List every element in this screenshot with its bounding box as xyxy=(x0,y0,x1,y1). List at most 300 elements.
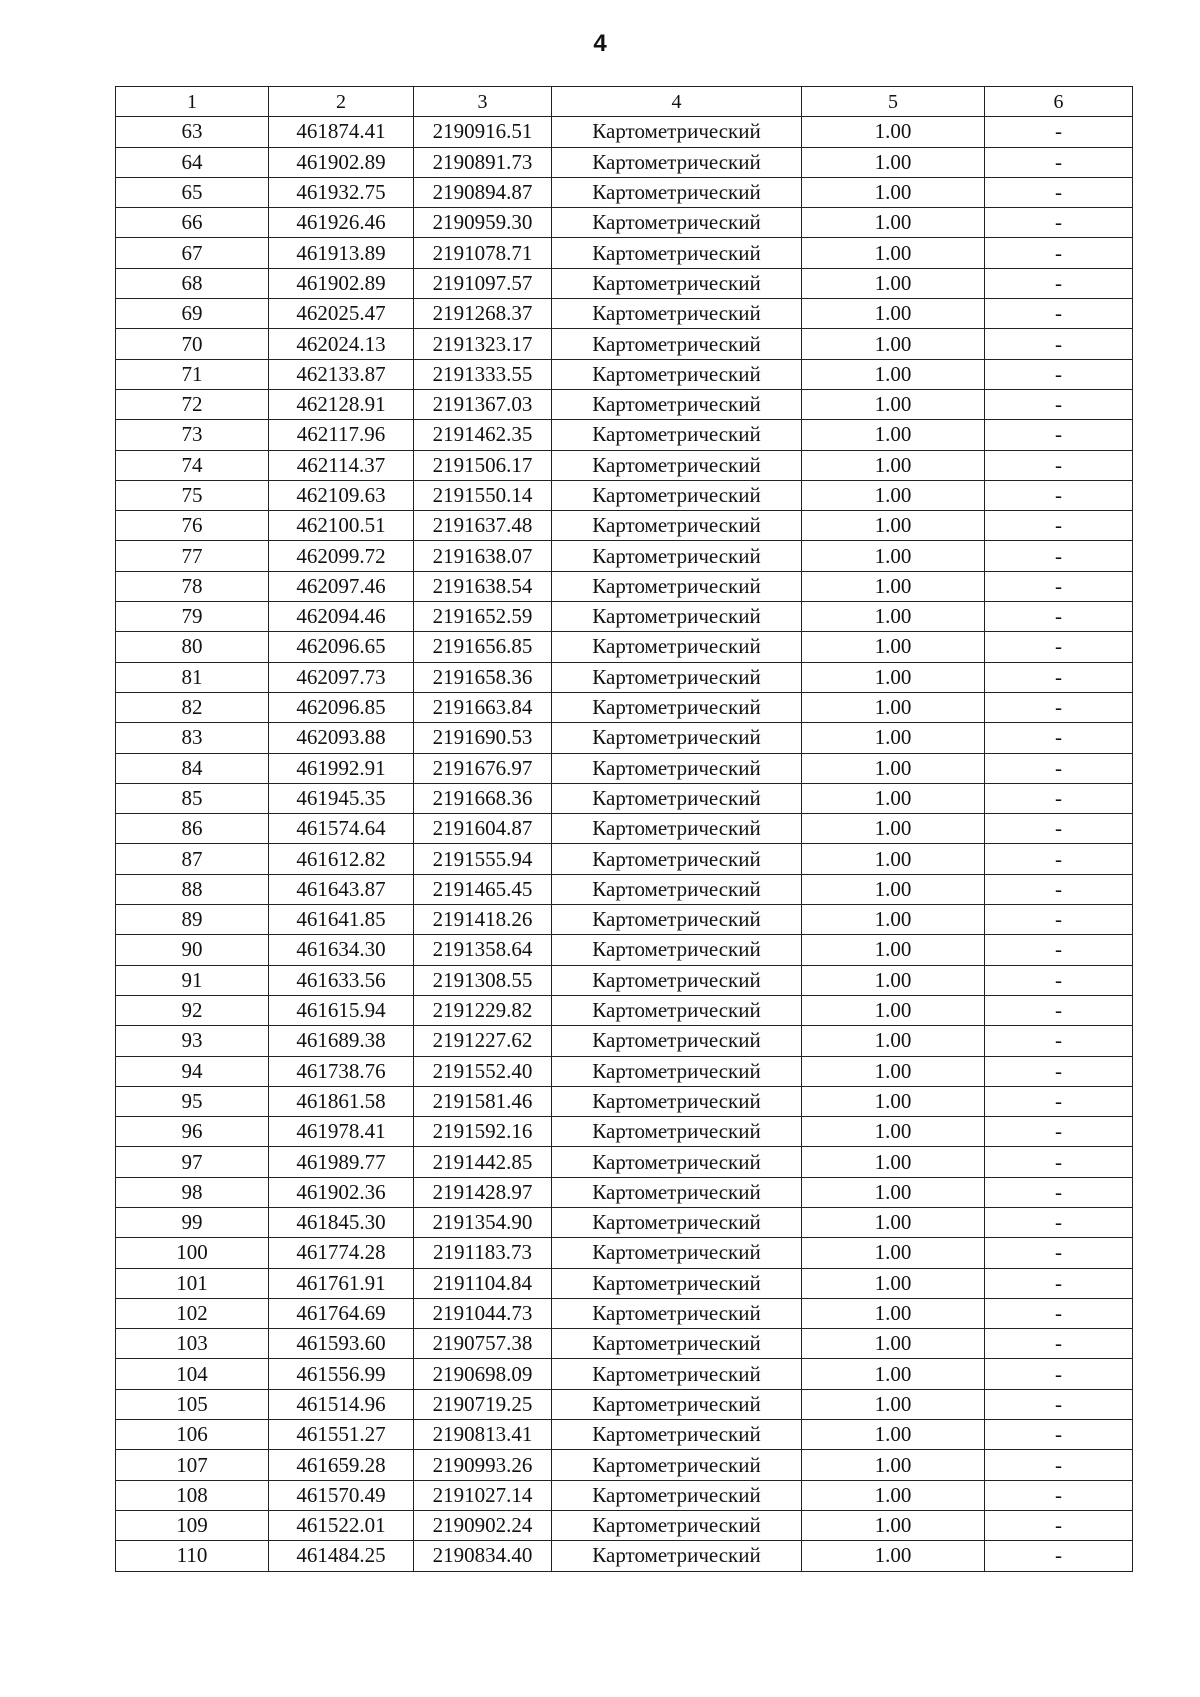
point-number-cell: 79 xyxy=(116,602,269,632)
point-number-cell: 104 xyxy=(116,1359,269,1389)
y-coordinate-cell: 2191354.90 xyxy=(414,1207,552,1237)
x-coordinate-cell: 462093.88 xyxy=(269,723,414,753)
x-coordinate-cell: 461738.76 xyxy=(269,1056,414,1086)
table-row xyxy=(116,814,1133,844)
method-cell: Картометрический xyxy=(552,1420,802,1450)
description-cell: - xyxy=(985,783,1133,813)
accuracy-cell: 1.00 xyxy=(802,1147,985,1177)
accuracy-cell: 1.00 xyxy=(802,844,985,874)
method-cell: Картометрический xyxy=(552,571,802,601)
accuracy-cell: 1.00 xyxy=(802,420,985,450)
description-cell: - xyxy=(985,965,1133,995)
method-cell: Картометрический xyxy=(552,662,802,692)
accuracy-cell: 1.00 xyxy=(802,1086,985,1116)
accuracy-cell: 1.00 xyxy=(802,238,985,268)
method-cell: Картометрический xyxy=(552,208,802,238)
y-coordinate-cell: 2191323.17 xyxy=(414,329,552,359)
table-row xyxy=(116,117,1133,147)
point-number-cell: 73 xyxy=(116,420,269,450)
accuracy-cell: 1.00 xyxy=(802,632,985,662)
accuracy-cell: 1.00 xyxy=(802,1238,985,1268)
point-number-cell: 90 xyxy=(116,935,269,965)
x-coordinate-cell: 461551.27 xyxy=(269,1420,414,1450)
x-coordinate-cell: 461514.96 xyxy=(269,1389,414,1419)
table-row xyxy=(116,783,1133,813)
accuracy-cell: 1.00 xyxy=(802,1359,985,1389)
description-cell: - xyxy=(985,1329,1133,1359)
method-cell: Картометрический xyxy=(552,1026,802,1056)
description-cell: - xyxy=(985,874,1133,904)
y-coordinate-cell: 2191104.84 xyxy=(414,1268,552,1298)
x-coordinate-cell: 461593.60 xyxy=(269,1329,414,1359)
accuracy-cell: 1.00 xyxy=(802,1420,985,1450)
point-number-cell: 101 xyxy=(116,1268,269,1298)
method-cell: Картометрический xyxy=(552,329,802,359)
x-coordinate-cell: 461902.89 xyxy=(269,147,414,177)
point-number-cell: 97 xyxy=(116,1147,269,1177)
x-coordinate-cell: 461926.46 xyxy=(269,208,414,238)
method-cell: Картометрический xyxy=(552,420,802,450)
description-cell: - xyxy=(985,117,1133,147)
description-cell: - xyxy=(985,299,1133,329)
x-coordinate-cell: 461634.30 xyxy=(269,935,414,965)
table-row xyxy=(116,602,1133,632)
description-cell: - xyxy=(985,1541,1133,1571)
x-coordinate-cell: 461989.77 xyxy=(269,1147,414,1177)
y-coordinate-cell: 2191428.97 xyxy=(414,1177,552,1207)
accuracy-cell: 1.00 xyxy=(802,208,985,238)
point-number-cell: 76 xyxy=(116,511,269,541)
method-cell: Картометрический xyxy=(552,1056,802,1086)
accuracy-cell: 1.00 xyxy=(802,602,985,632)
method-cell: Картометрический xyxy=(552,1329,802,1359)
method-cell: Картометрический xyxy=(552,844,802,874)
x-coordinate-cell: 462096.65 xyxy=(269,632,414,662)
point-number-cell: 63 xyxy=(116,117,269,147)
y-coordinate-cell: 2191637.48 xyxy=(414,511,552,541)
x-coordinate-cell: 462109.63 xyxy=(269,480,414,510)
accuracy-cell: 1.00 xyxy=(802,783,985,813)
accuracy-cell: 1.00 xyxy=(802,814,985,844)
accuracy-cell: 1.00 xyxy=(802,177,985,207)
x-coordinate-cell: 462096.85 xyxy=(269,692,414,722)
x-coordinate-cell: 461861.58 xyxy=(269,1086,414,1116)
y-coordinate-cell: 2191229.82 xyxy=(414,995,552,1025)
description-cell: - xyxy=(985,814,1133,844)
table-row xyxy=(116,1359,1133,1389)
x-coordinate-cell: 461913.89 xyxy=(269,238,414,268)
x-coordinate-cell: 461978.41 xyxy=(269,1117,414,1147)
y-coordinate-cell: 2191638.54 xyxy=(414,571,552,601)
method-cell: Картометрический xyxy=(552,1117,802,1147)
accuracy-cell: 1.00 xyxy=(802,329,985,359)
y-coordinate-cell: 2191418.26 xyxy=(414,905,552,935)
y-coordinate-cell: 2191183.73 xyxy=(414,1238,552,1268)
point-number-cell: 106 xyxy=(116,1420,269,1450)
y-coordinate-cell: 2191465.45 xyxy=(414,874,552,904)
y-coordinate-cell: 2191044.73 xyxy=(414,1298,552,1328)
method-cell: Картометрический xyxy=(552,935,802,965)
description-cell: - xyxy=(985,1450,1133,1480)
description-cell: - xyxy=(985,844,1133,874)
table-row xyxy=(116,208,1133,238)
description-cell: - xyxy=(985,1359,1133,1389)
x-coordinate-cell: 462097.73 xyxy=(269,662,414,692)
y-coordinate-cell: 2191668.36 xyxy=(414,783,552,813)
table-row xyxy=(116,1541,1133,1571)
method-cell: Картометрический xyxy=(552,268,802,298)
page-number: 4 xyxy=(593,30,607,57)
accuracy-cell: 1.00 xyxy=(802,117,985,147)
method-cell: Картометрический xyxy=(552,965,802,995)
method-cell: Картометрический xyxy=(552,874,802,904)
method-cell: Картометрический xyxy=(552,1268,802,1298)
method-cell: Картометрический xyxy=(552,1177,802,1207)
x-coordinate-cell: 461643.87 xyxy=(269,874,414,904)
point-number-cell: 67 xyxy=(116,238,269,268)
point-number-cell: 64 xyxy=(116,147,269,177)
method-cell: Картометрический xyxy=(552,905,802,935)
y-coordinate-cell: 2191227.62 xyxy=(414,1026,552,1056)
y-coordinate-cell: 2190959.30 xyxy=(414,208,552,238)
description-cell: - xyxy=(985,420,1133,450)
method-cell: Картометрический xyxy=(552,117,802,147)
x-coordinate-cell: 461932.75 xyxy=(269,177,414,207)
y-coordinate-cell: 2190891.73 xyxy=(414,147,552,177)
accuracy-cell: 1.00 xyxy=(802,723,985,753)
point-number-cell: 103 xyxy=(116,1329,269,1359)
table-row xyxy=(116,753,1133,783)
x-coordinate-cell: 461522.01 xyxy=(269,1510,414,1540)
x-coordinate-cell: 461874.41 xyxy=(269,117,414,147)
x-coordinate-cell: 462128.91 xyxy=(269,389,414,419)
y-coordinate-cell: 2191333.55 xyxy=(414,359,552,389)
table-header-row xyxy=(116,87,1133,117)
method-cell: Картометрический xyxy=(552,511,802,541)
y-coordinate-cell: 2191268.37 xyxy=(414,299,552,329)
y-coordinate-cell: 2191027.14 xyxy=(414,1480,552,1510)
x-coordinate-cell: 461659.28 xyxy=(269,1450,414,1480)
accuracy-cell: 1.00 xyxy=(802,1329,985,1359)
method-cell: Картометрический xyxy=(552,1510,802,1540)
y-coordinate-cell: 2190894.87 xyxy=(414,177,552,207)
point-number-cell: 99 xyxy=(116,1207,269,1237)
x-coordinate-cell: 461574.64 xyxy=(269,814,414,844)
x-coordinate-cell: 461633.56 xyxy=(269,965,414,995)
accuracy-cell: 1.00 xyxy=(802,874,985,904)
method-cell: Картометрический xyxy=(552,692,802,722)
accuracy-cell: 1.00 xyxy=(802,1026,985,1056)
description-cell: - xyxy=(985,238,1133,268)
table-row xyxy=(116,1480,1133,1510)
description-cell: - xyxy=(985,450,1133,480)
x-coordinate-cell: 462094.46 xyxy=(269,602,414,632)
method-cell: Картометрический xyxy=(552,541,802,571)
y-coordinate-cell: 2191308.55 xyxy=(414,965,552,995)
point-number-cell: 102 xyxy=(116,1298,269,1328)
method-cell: Картометрический xyxy=(552,995,802,1025)
description-cell: - xyxy=(985,995,1133,1025)
point-number-cell: 108 xyxy=(116,1480,269,1510)
x-coordinate-cell: 462024.13 xyxy=(269,329,414,359)
y-coordinate-cell: 2191676.97 xyxy=(414,753,552,783)
table-row xyxy=(116,935,1133,965)
description-cell: - xyxy=(985,935,1133,965)
description-cell: - xyxy=(985,329,1133,359)
accuracy-cell: 1.00 xyxy=(802,692,985,722)
method-cell: Картометрический xyxy=(552,1207,802,1237)
point-number-cell: 77 xyxy=(116,541,269,571)
point-number-cell: 71 xyxy=(116,359,269,389)
method-cell: Картометрический xyxy=(552,723,802,753)
description-cell: - xyxy=(985,177,1133,207)
y-coordinate-cell: 2191652.59 xyxy=(414,602,552,632)
table-row xyxy=(116,1086,1133,1116)
table-row xyxy=(116,420,1133,450)
point-number-cell: 94 xyxy=(116,1056,269,1086)
accuracy-cell: 1.00 xyxy=(802,147,985,177)
x-coordinate-cell: 462099.72 xyxy=(269,541,414,571)
point-number-cell: 96 xyxy=(116,1117,269,1147)
method-cell: Картометрический xyxy=(552,1238,802,1268)
header-col-6: 6 xyxy=(985,87,1133,117)
point-number-cell: 66 xyxy=(116,208,269,238)
point-number-cell: 107 xyxy=(116,1450,269,1480)
header-col-4: 4 xyxy=(552,87,802,117)
table-row xyxy=(116,995,1133,1025)
y-coordinate-cell: 2191604.87 xyxy=(414,814,552,844)
x-coordinate-cell: 461945.35 xyxy=(269,783,414,813)
y-coordinate-cell: 2190698.09 xyxy=(414,1359,552,1389)
header-col-2: 2 xyxy=(269,87,414,117)
x-coordinate-cell: 461845.30 xyxy=(269,1207,414,1237)
table-row xyxy=(116,1268,1133,1298)
description-cell: - xyxy=(985,1147,1133,1177)
header-col-3: 3 xyxy=(414,87,552,117)
point-number-cell: 83 xyxy=(116,723,269,753)
accuracy-cell: 1.00 xyxy=(802,1056,985,1086)
accuracy-cell: 1.00 xyxy=(802,571,985,601)
y-coordinate-cell: 2191358.64 xyxy=(414,935,552,965)
point-number-cell: 78 xyxy=(116,571,269,601)
x-coordinate-cell: 462114.37 xyxy=(269,450,414,480)
description-cell: - xyxy=(985,1480,1133,1510)
point-number-cell: 65 xyxy=(116,177,269,207)
y-coordinate-cell: 2191581.46 xyxy=(414,1086,552,1116)
description-cell: - xyxy=(985,1117,1133,1147)
accuracy-cell: 1.00 xyxy=(802,1117,985,1147)
y-coordinate-cell: 2191097.57 xyxy=(414,268,552,298)
point-number-cell: 75 xyxy=(116,480,269,510)
point-number-cell: 69 xyxy=(116,299,269,329)
x-coordinate-cell: 462133.87 xyxy=(269,359,414,389)
table-row xyxy=(116,1329,1133,1359)
description-cell: - xyxy=(985,511,1133,541)
accuracy-cell: 1.00 xyxy=(802,905,985,935)
table-row xyxy=(116,1117,1133,1147)
y-coordinate-cell: 2191550.14 xyxy=(414,480,552,510)
x-coordinate-cell: 462097.46 xyxy=(269,571,414,601)
y-coordinate-cell: 2191506.17 xyxy=(414,450,552,480)
description-cell: - xyxy=(985,1420,1133,1450)
table-row xyxy=(116,1207,1133,1237)
y-coordinate-cell: 2191078.71 xyxy=(414,238,552,268)
method-cell: Картометрический xyxy=(552,753,802,783)
point-number-cell: 93 xyxy=(116,1026,269,1056)
method-cell: Картометрический xyxy=(552,147,802,177)
method-cell: Картометрический xyxy=(552,389,802,419)
accuracy-cell: 1.00 xyxy=(802,662,985,692)
method-cell: Картометрический xyxy=(552,177,802,207)
table-row xyxy=(116,1510,1133,1540)
table-row xyxy=(116,723,1133,753)
y-coordinate-cell: 2191658.36 xyxy=(414,662,552,692)
y-coordinate-cell: 2191656.85 xyxy=(414,632,552,662)
description-cell: - xyxy=(985,571,1133,601)
table-row xyxy=(116,905,1133,935)
accuracy-cell: 1.00 xyxy=(802,268,985,298)
x-coordinate-cell: 461615.94 xyxy=(269,995,414,1025)
x-coordinate-cell: 461556.99 xyxy=(269,1359,414,1389)
x-coordinate-cell: 461641.85 xyxy=(269,905,414,935)
method-cell: Картометрический xyxy=(552,1450,802,1480)
description-cell: - xyxy=(985,1177,1133,1207)
description-cell: - xyxy=(985,480,1133,510)
method-cell: Картометрический xyxy=(552,1359,802,1389)
accuracy-cell: 1.00 xyxy=(802,1298,985,1328)
accuracy-cell: 1.00 xyxy=(802,480,985,510)
point-number-cell: 68 xyxy=(116,268,269,298)
accuracy-cell: 1.00 xyxy=(802,389,985,419)
y-coordinate-cell: 2191592.16 xyxy=(414,1117,552,1147)
point-number-cell: 80 xyxy=(116,632,269,662)
method-cell: Картометрический xyxy=(552,1147,802,1177)
accuracy-cell: 1.00 xyxy=(802,1450,985,1480)
method-cell: Картометрический xyxy=(552,480,802,510)
description-cell: - xyxy=(985,208,1133,238)
description-cell: - xyxy=(985,753,1133,783)
x-coordinate-cell: 461774.28 xyxy=(269,1238,414,1268)
table-row xyxy=(116,571,1133,601)
point-number-cell: 84 xyxy=(116,753,269,783)
table-row xyxy=(116,662,1133,692)
table-row xyxy=(116,632,1133,662)
point-number-cell: 110 xyxy=(116,1541,269,1571)
point-number-cell: 109 xyxy=(116,1510,269,1540)
accuracy-cell: 1.00 xyxy=(802,753,985,783)
table-row xyxy=(116,874,1133,904)
coordinates-table xyxy=(115,86,1133,1572)
y-coordinate-cell: 2190813.41 xyxy=(414,1420,552,1450)
table-row xyxy=(116,450,1133,480)
description-cell: - xyxy=(985,602,1133,632)
x-coordinate-cell: 461902.36 xyxy=(269,1177,414,1207)
y-coordinate-cell: 2191367.03 xyxy=(414,389,552,419)
description-cell: - xyxy=(985,541,1133,571)
point-number-cell: 95 xyxy=(116,1086,269,1116)
table-row xyxy=(116,268,1133,298)
y-coordinate-cell: 2190719.25 xyxy=(414,1389,552,1419)
description-cell: - xyxy=(985,1298,1133,1328)
description-cell: - xyxy=(985,1207,1133,1237)
table-row xyxy=(116,1450,1133,1480)
y-coordinate-cell: 2190993.26 xyxy=(414,1450,552,1480)
point-number-cell: 89 xyxy=(116,905,269,935)
description-cell: - xyxy=(985,1268,1133,1298)
y-coordinate-cell: 2190757.38 xyxy=(414,1329,552,1359)
y-coordinate-cell: 2191690.53 xyxy=(414,723,552,753)
y-coordinate-cell: 2191638.07 xyxy=(414,541,552,571)
point-number-cell: 85 xyxy=(116,783,269,813)
description-cell: - xyxy=(985,1056,1133,1086)
accuracy-cell: 1.00 xyxy=(802,935,985,965)
description-cell: - xyxy=(985,1238,1133,1268)
x-coordinate-cell: 462117.96 xyxy=(269,420,414,450)
point-number-cell: 82 xyxy=(116,692,269,722)
y-coordinate-cell: 2191555.94 xyxy=(414,844,552,874)
table-row xyxy=(116,1177,1133,1207)
accuracy-cell: 1.00 xyxy=(802,1480,985,1510)
table-body xyxy=(116,117,1133,1571)
point-number-cell: 81 xyxy=(116,662,269,692)
accuracy-cell: 1.00 xyxy=(802,450,985,480)
table-row xyxy=(116,147,1133,177)
method-cell: Картометрический xyxy=(552,1480,802,1510)
y-coordinate-cell: 2191462.35 xyxy=(414,420,552,450)
table-row xyxy=(116,359,1133,389)
x-coordinate-cell: 461689.38 xyxy=(269,1026,414,1056)
table-row xyxy=(116,541,1133,571)
method-cell: Картометрический xyxy=(552,602,802,632)
table-row xyxy=(116,1056,1133,1086)
table-row xyxy=(116,1298,1133,1328)
table-row xyxy=(116,238,1133,268)
x-coordinate-cell: 461612.82 xyxy=(269,844,414,874)
table-row xyxy=(116,1389,1133,1419)
description-cell: - xyxy=(985,1026,1133,1056)
y-coordinate-cell: 2191442.85 xyxy=(414,1147,552,1177)
point-number-cell: 87 xyxy=(116,844,269,874)
y-coordinate-cell: 2190916.51 xyxy=(414,117,552,147)
table-row xyxy=(116,299,1133,329)
accuracy-cell: 1.00 xyxy=(802,995,985,1025)
description-cell: - xyxy=(985,662,1133,692)
method-cell: Картометрический xyxy=(552,450,802,480)
method-cell: Картометрический xyxy=(552,238,802,268)
table-row xyxy=(116,1420,1133,1450)
table-row xyxy=(116,1026,1133,1056)
description-cell: - xyxy=(985,389,1133,419)
accuracy-cell: 1.00 xyxy=(802,1177,985,1207)
description-cell: - xyxy=(985,1086,1133,1116)
method-cell: Картометрический xyxy=(552,1541,802,1571)
method-cell: Картометрический xyxy=(552,1389,802,1419)
table-row xyxy=(116,177,1133,207)
y-coordinate-cell: 2191663.84 xyxy=(414,692,552,722)
point-number-cell: 74 xyxy=(116,450,269,480)
table-row xyxy=(116,511,1133,541)
accuracy-cell: 1.00 xyxy=(802,1510,985,1540)
method-cell: Картометрический xyxy=(552,1298,802,1328)
method-cell: Картометрический xyxy=(552,632,802,662)
point-number-cell: 88 xyxy=(116,874,269,904)
table-row xyxy=(116,965,1133,995)
x-coordinate-cell: 462100.51 xyxy=(269,511,414,541)
x-coordinate-cell: 461570.49 xyxy=(269,1480,414,1510)
point-number-cell: 72 xyxy=(116,389,269,419)
method-cell: Картометрический xyxy=(552,359,802,389)
accuracy-cell: 1.00 xyxy=(802,1389,985,1419)
